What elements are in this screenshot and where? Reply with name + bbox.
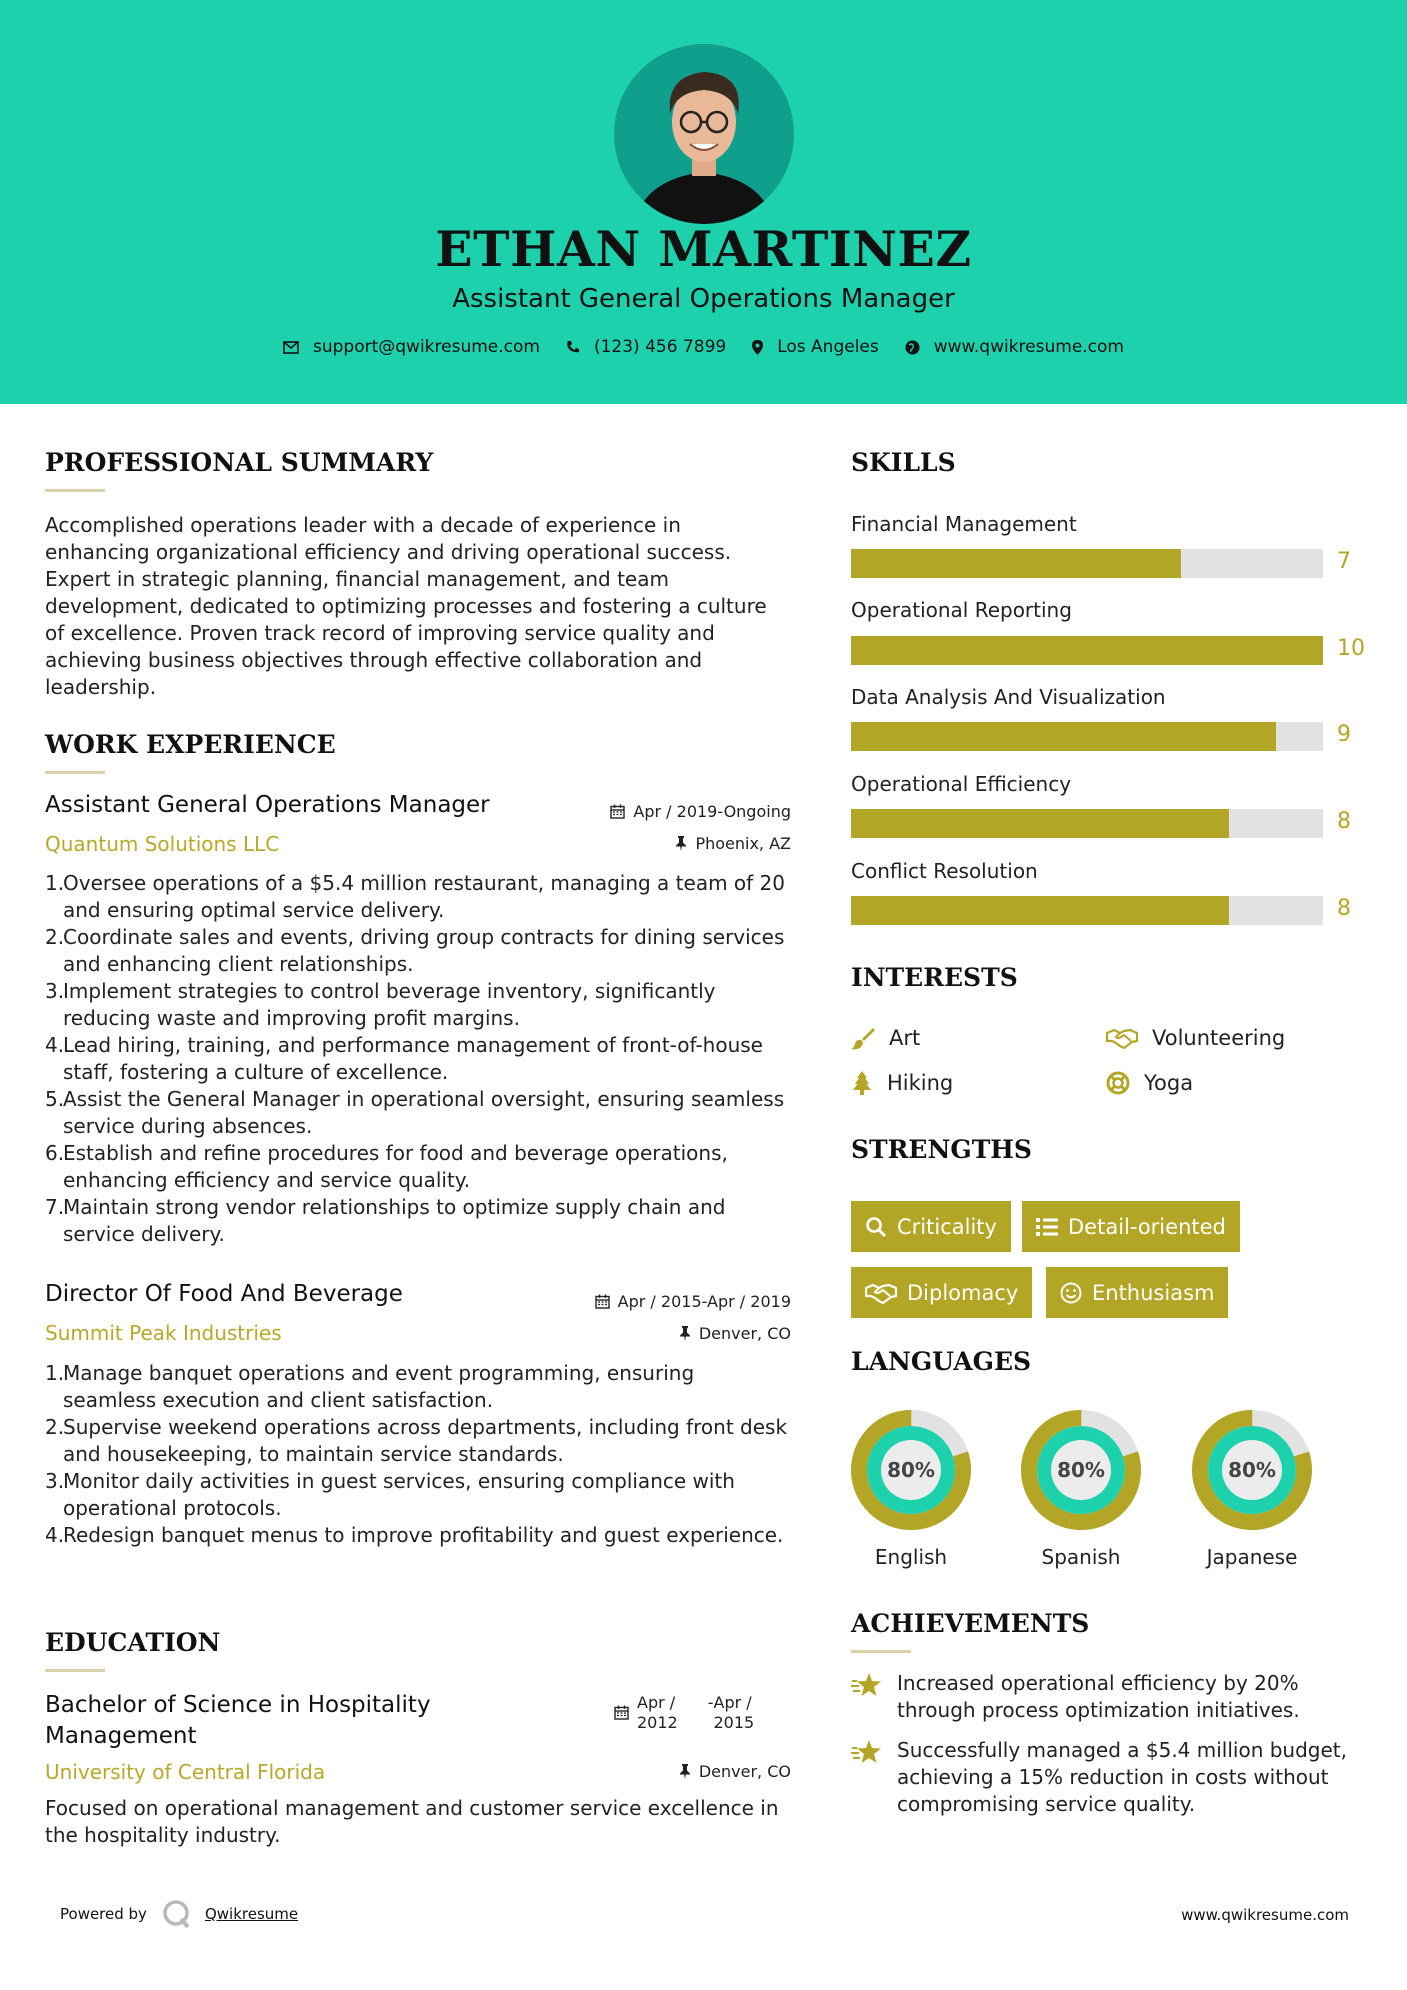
achievement-item: Successfully managed a $5.4 million budget, achieving a 15% reduction in costs without compromising service quality.: [851, 1737, 1381, 1818]
interests-heading: INTERESTS: [851, 963, 1018, 992]
strength-tag: Enthusiasm: [1046, 1267, 1228, 1318]
achievements-underline: [851, 1650, 911, 1653]
education-location-text: Denver, CO: [698, 1762, 791, 1781]
job-dates: [610, 802, 791, 821]
education-location: [679, 1762, 791, 1781]
smile-icon: [1060, 1282, 1082, 1304]
skill-bar-fill: [851, 896, 1229, 925]
job-company: Quantum Solutions LLC: [45, 832, 280, 856]
language-name: English: [874, 1545, 948, 1569]
education-heading: EDUCATION: [45, 1628, 221, 1657]
school-name: University of Central Florida: [45, 1760, 326, 1784]
skill-value: 10: [1337, 636, 1365, 661]
interest-item: Yoga: [1106, 1071, 1193, 1095]
skill-bar: [851, 896, 1323, 925]
education-dates: Apr / 2012 - Apr / 2015: [614, 1693, 754, 1733]
pushpin-icon: [675, 836, 687, 851]
profile-photo: [614, 44, 794, 224]
paintbrush-icon: [851, 1026, 875, 1050]
lifering-icon: [1106, 1071, 1130, 1095]
job-title: Director Of Food And Beverage: [45, 1281, 403, 1307]
strength-tag: Diplomacy: [851, 1267, 1032, 1318]
language-percent: 80%: [1228, 1458, 1276, 1482]
job-duties-list: [45, 870, 790, 1248]
achievements-heading: ACHIEVEMENTS: [851, 1609, 1090, 1638]
language-name: Japanese: [1206, 1545, 1298, 1569]
skill-bar: [851, 809, 1323, 838]
candidate-name: ETHAN MARTINEZ: [435, 220, 972, 278]
phone-icon: [566, 340, 580, 354]
skill-bar-fill: [851, 722, 1276, 751]
tree-icon: [851, 1071, 873, 1095]
list-item: 6. Establish and refine procedures for food and beverage operations, enhancing efficiency and service quality.: [45, 1141, 728, 1192]
skills-heading: SKILLS: [851, 448, 956, 477]
skill-label: Operational Efficiency: [851, 772, 1072, 796]
language-ring: [1020, 1409, 1142, 1531]
website-text: www.qwikresume.com: [933, 337, 1124, 357]
job-title: Assistant General Operations Manager: [45, 792, 490, 818]
handshake-icon: [1106, 1027, 1138, 1049]
language-ring: [850, 1409, 972, 1531]
skill-value: 9: [1337, 722, 1351, 747]
strengths-heading: STRENGTHS: [851, 1135, 1032, 1164]
list-item: 3. Monitor daily activities in guest services, ensuring compliance with operational protocols.: [45, 1469, 735, 1520]
language-name: Spanish: [1041, 1545, 1121, 1569]
skill-value: 8: [1337, 896, 1351, 921]
job-dates: [595, 1292, 791, 1311]
experience-underline: [45, 771, 105, 774]
list-item: 2. Supervise weekend operations across departments, including front desk and housekeeping, to maintain service standards.: [45, 1415, 788, 1466]
list-item: 2. Coordinate sales and events, driving group contracts for dining services and enhancing client relationships.: [45, 925, 785, 976]
job-location-text: Phoenix, AZ: [695, 834, 791, 853]
qwikresume-logo-icon: [161, 1898, 193, 1930]
email-text: support@qwikresume.com: [313, 337, 540, 357]
job-location: [679, 1324, 791, 1343]
list-item: 3. Implement strategies to control beverage inventory, significantly reducing waste and improving profit margins.: [45, 979, 716, 1030]
skill-bar: [851, 722, 1323, 751]
summary-underline: [45, 489, 105, 492]
footer-powered-by: Powered by Qwikresume: [60, 1898, 298, 1930]
skill-label: Data Analysis And Visualization: [851, 685, 1166, 709]
star-award-icon: [851, 1672, 883, 1698]
globe-icon: [905, 340, 920, 355]
contact-bar: [0, 337, 1407, 357]
list-item: 1. Manage banquet operations and event programming, ensuring seamless execution and client satisfaction.: [45, 1361, 695, 1412]
list-item: 5. Assist the General Manager in operational oversight, ensuring seamless service during absences.: [45, 1087, 785, 1138]
skill-bar: [851, 636, 1323, 665]
job-dates-text: Apr / 2019-Ongoing: [633, 802, 791, 821]
achievement-item: Increased operational efficiency by 20% through process optimization initiatives.: [851, 1670, 1381, 1724]
phone-text: (123) 456 7899: [593, 337, 727, 357]
resume-header: [0, 0, 1407, 404]
contact-email[interactable]: [283, 337, 540, 357]
interest-item: Art: [851, 1026, 920, 1050]
strength-tag: Detail-oriented: [1022, 1201, 1240, 1252]
list-icon: [1036, 1217, 1058, 1237]
skill-bar: [851, 549, 1323, 578]
pushpin-icon: [679, 1326, 691, 1341]
education-underline: [45, 1669, 105, 1672]
contact-website[interactable]: [905, 337, 1124, 357]
contact-phone[interactable]: [566, 337, 726, 357]
contact-location: [752, 337, 879, 357]
job-duties-list: [45, 1360, 790, 1549]
list-item: 1. Oversee operations of a $5.4 million restaurant, managing a team of 20 and ensuring optimal service delivery.: [45, 871, 785, 922]
skill-bar-fill: [851, 636, 1323, 665]
interest-item: Volunteering: [1106, 1026, 1285, 1050]
degree-title: Bachelor of Science in Hospitality Management: [45, 1692, 431, 1749]
language-ring: [1191, 1409, 1313, 1531]
calendar-icon: [614, 1705, 629, 1720]
map-pin-icon: [752, 340, 763, 355]
skill-value: 7: [1337, 549, 1351, 574]
job-location-text: Denver, CO: [698, 1324, 791, 1343]
envelope-icon: [283, 341, 299, 354]
calendar-icon: [595, 1294, 610, 1309]
summary-heading: PROFESSIONAL SUMMARY: [45, 448, 434, 477]
skill-label: Financial Management: [851, 512, 1077, 536]
list-item: 7. Maintain strong vendor relationships to optimize supply chain and service delivery.: [45, 1195, 726, 1246]
person-avatar-icon: [614, 44, 794, 224]
language-percent: 80%: [1057, 1458, 1105, 1482]
skill-label: Conflict Resolution: [851, 859, 1038, 883]
calendar-icon: [610, 804, 625, 819]
handshake-icon: [865, 1282, 897, 1304]
summary-text: Accomplished operations leader with a decade of experience in enhancing organizational efficiency and driving operational success. Expert in strategic planning, financial management, and team development, dedicated to optimizing processes and fostering a culture of excellence. Proven track record of improving service quality and achieving business objectives through effective collaboration and leadership.: [45, 513, 767, 699]
footer-brand-link[interactable]: Qwikresume: [204, 1905, 299, 1923]
job-dates-text: Apr / 2015-Apr / 2019: [617, 1292, 791, 1311]
skill-value: 8: [1337, 809, 1351, 834]
language-percent: 80%: [887, 1458, 935, 1482]
experience-heading: WORK EXPERIENCE: [45, 730, 336, 759]
job-location: [675, 834, 791, 853]
search-icon: [865, 1216, 887, 1238]
pushpin-icon: [679, 1764, 691, 1779]
skill-bar-fill: [851, 549, 1181, 578]
star-award-icon: [851, 1739, 883, 1765]
job-company: Summit Peak Industries: [45, 1321, 282, 1345]
skill-label: Operational Reporting: [851, 598, 1072, 622]
languages-heading: LANGUAGES: [851, 1347, 1032, 1376]
skill-bar-fill: [851, 809, 1229, 838]
strength-tag: Criticality: [851, 1201, 1011, 1252]
candidate-role: Assistant General Operations Manager: [452, 284, 955, 314]
education-description: Focused on operational management and customer service excellence in the hospitality industry.: [45, 1796, 779, 1847]
footer-website[interactable]: www.qwikresume.com: [1181, 1906, 1349, 1924]
list-item: 4. Redesign banquet menus to improve profitability and guest experience.: [45, 1523, 784, 1547]
interest-item: Hiking: [851, 1071, 953, 1095]
location-text: Los Angeles: [777, 337, 879, 357]
list-item: 4. Lead hiring, training, and performance management of front-of-house staff, fostering a culture of excellence.: [45, 1033, 763, 1084]
